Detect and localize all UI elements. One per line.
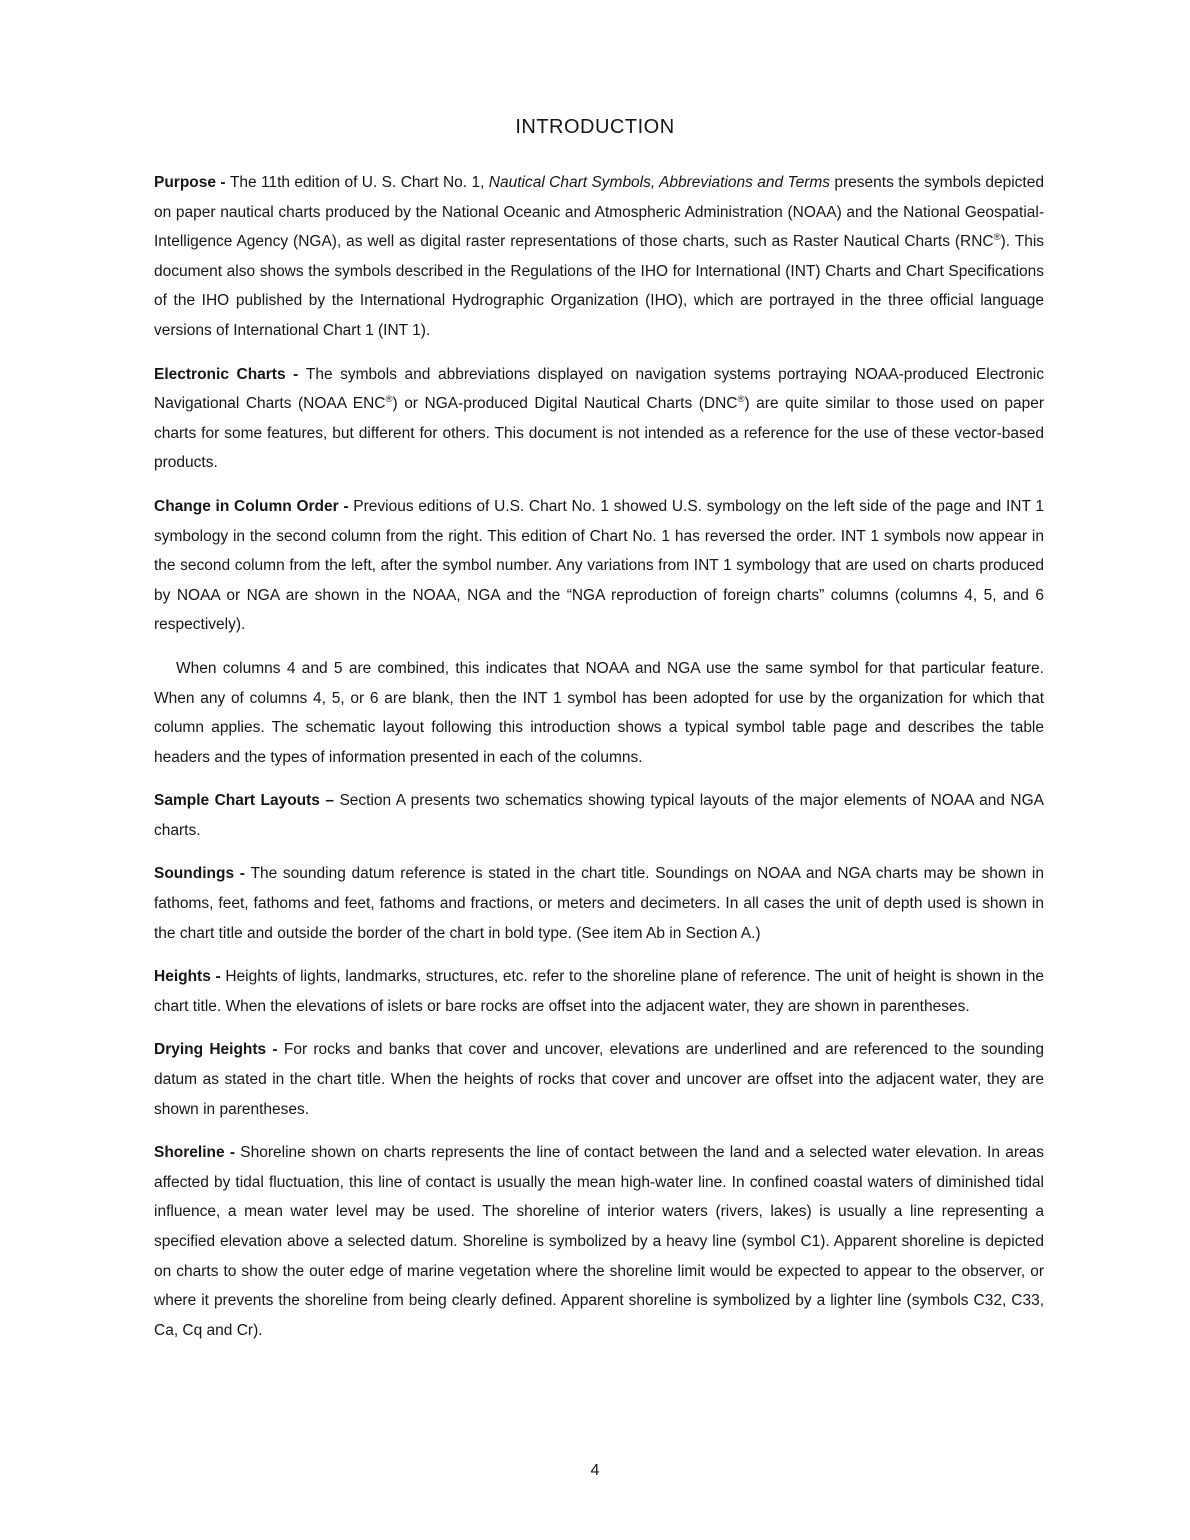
paragraph-lead-term: Purpose - — [154, 174, 230, 191]
paragraph-text: Previous editions of U.S. Chart No. 1 showed U.S. symbology on the left side of the page and INT 1 symbology in the second column from the right. This edition of Chart No. 1 has reversed the order. INT 1 symbols now appear in the second column from the left, after the symbol number. Any variations from INT 1 symbology that are used on charts produced by NOAA or NGA are shown in the NOAA, NGA and the “NGA reproduction of foreign charts” columns (columns 4, 5, and 6 respectively). — [154, 497, 1045, 634]
paragraph — [154, 654, 1044, 772]
paragraph-text: The 11th edition of U. S. Chart No. 1, — [229, 174, 489, 191]
page-number: 4 — [590, 1462, 600, 1479]
paragraph-text: ) are quite similar to those used on paper charts for some features, but different for others. This document is not intended as a reference for the use of these vector-based products. — [154, 395, 1044, 472]
paragraph-text: presents the symbols depicted on paper nautical charts produced by the National Oceanic and Atmospheric Administration (NOAA) and the National Geospatial-Intelligence Agency (NGA), as well as digital raster representations of those charts, such as Raster Nautical Charts (RNC — [154, 174, 1044, 251]
paragraph-lead-term: Drying Heights - — [154, 1041, 284, 1059]
paragraph-lead-term: Heights - — [154, 968, 226, 986]
paragraph-lead-term: Shoreline - — [154, 1144, 241, 1162]
paragraph-lead-term: Change in Column Order - — [154, 497, 354, 515]
registered-trademark-symbol: ® — [385, 394, 393, 405]
paragraph-text: Heights of lights, landmarks, structures, etc. refer to the shoreline plane of reference. The unit of height is shown in the chart title. When the elevations of islets or bare rocks are offset into the adjacent water, they are shown in parentheses. — [154, 968, 1044, 1015]
italic-title-text: Nautical Chart Symbols, Abbreviations and Terms — [488, 174, 831, 191]
paragraph — [154, 1138, 1044, 1345]
paragraph — [154, 962, 1044, 1021]
paragraph — [154, 360, 1044, 478]
paragraph-text: The symbols and abbreviations displayed on navigation systems portraying NOAA-produced Electronic Navigational Charts (NOAA ENC — [154, 365, 1044, 413]
paragraph-text: For rocks and banks that cover and uncover, elevations are underlined and are referenced to the sounding datum as stated in the chart title. When the heights of rocks that cover and uncover are offset into the adjacent water, they are shown in parentheses. — [154, 1041, 1044, 1118]
paragraph-lead-term: Electronic Charts - — [154, 365, 306, 383]
paragraph — [154, 1035, 1044, 1124]
paragraph-text: ) or NGA-produced Digital Nautical Charts (DNC — [392, 395, 738, 413]
paragraph-text: The sounding datum reference is stated in the chart title. Soundings on NOAA and NGA charts may be shown in fathoms, feet, fathoms and feet, fathoms and fractions, or meters and decimeters. In all cases the unit of depth used is shown in the chart title and outside the border of the chart in bold type. (See item Ab in Section A.) — [154, 865, 1044, 942]
paragraph — [154, 786, 1044, 845]
registered-trademark-symbol: ® — [737, 394, 745, 405]
page-title: INTRODUCTION — [515, 116, 675, 138]
paragraph — [154, 492, 1044, 640]
paragraph-text: When columns 4 and 5 are combined, this indicates that NOAA and NGA use the same symbol for that particular feature. When any of columns 4, 5, or 6 are blank, then the INT 1 symbol has been adopted for use by the organization for which that column applies. The schematic layout following this introduction shows a typical symbol table page and describes the table headers and the types of information presented in each of the columns. — [154, 659, 1044, 766]
paragraph-text: Section A presents two schematics showing typical layouts of the major elements of NOAA and NGA charts. — [154, 792, 1044, 839]
paragraphs — [154, 168, 1044, 1359]
paragraph-lead-term: Sample Chart Layouts – — [154, 792, 340, 810]
paragraph — [154, 168, 1044, 346]
paragraph — [154, 859, 1044, 948]
paragraph-text: Shoreline shown on charts represents the line of contact between the land and a selected water elevation. In areas affected by tidal fluctuation, this line of contact is usually the mean high-water line. In confined coastal waters of diminished tidal influence, a mean water level may be used. The shoreline of interior waters (rivers, lakes) is usually a line representing a specified elevation above a selected datum. Shoreline is symbolized by a heavy line (symbol C1). Apparent shoreline is depicted on charts to show the outer edge of marine vegetation where the shoreline limit would be expected to appear to the observer, or where it prevents the shoreline from being clearly defined. Apparent shoreline is symbolized by a lighter line (symbols C32, C33, Ca, Cq and Cr). — [154, 1144, 1044, 1339]
paragraph-lead-term: Soundings - — [154, 865, 251, 883]
paragraph-text: ). This document also shows the symbols described in the Regulations of the IHO for International (INT) Charts and Chart Specifications of the IHO published by the International Hydrographic Organization (IHO), which are portrayed in the three official language versions of International Chart 1 (INT 1). — [154, 233, 1045, 339]
registered-trademark-symbol: ® — [993, 232, 1001, 244]
